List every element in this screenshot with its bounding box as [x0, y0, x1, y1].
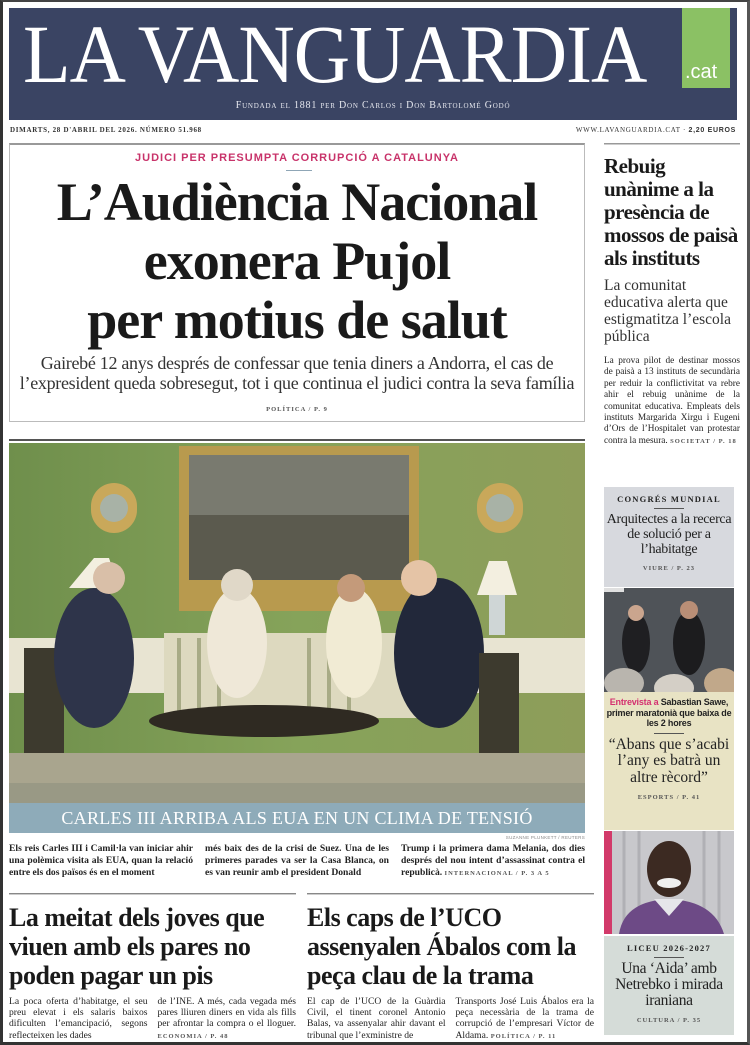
- lead-deck: [10, 353, 584, 393]
- bottom-story-uco[interactable]: [307, 893, 594, 1042]
- bottom-page-ref[interactable]: ECONOMIA / P. 48: [157, 1032, 229, 1040]
- interview-label: Entrevista a: [609, 697, 659, 707]
- bottom-body: [307, 996, 594, 1042]
- side-story[interactable]: [604, 143, 740, 447]
- body-text: Transports José Luis Ábalos era la peça necessària de la trama de corrupció de l’empresari Víctor de Aldama.: [455, 996, 594, 1041]
- promo-page-ref[interactable]: CULTURA / P. 35: [636, 1017, 702, 1024]
- promo-title[interactable]: Arquitectes a la recerca de solució per a l’habitatge: [606, 512, 732, 557]
- interview-subject: Sabastian Sawe, primer maratonià que baixa de les 2 hores: [606, 697, 732, 728]
- headline-line: exonera Pujol: [143, 231, 451, 291]
- photo-story-body: [9, 843, 585, 880]
- divider: [9, 439, 585, 441]
- kicker-divider: [286, 170, 312, 171]
- promo-architecture[interactable]: [604, 487, 734, 587]
- body-text: de l’INE. A més, cada vegada més pares lliuren diners en vida als fills per afrontar la compra o el lloguer.: [157, 996, 296, 1030]
- deck-line: l’expresident queda sobresegut, tot i que continua el judici contra la seva família: [19, 373, 575, 393]
- promo-kicker: CONGRÉS MUNDIAL: [617, 494, 721, 504]
- promo-title[interactable]: Una ‘Aida’ amb Netrebko i mirada iraniana: [615, 960, 723, 1009]
- body-column: Els reis Carles III i Camil·la van iniciar ahir una polèmica visita als EUA, quan la relació entre els dos països és en el moment: [9, 843, 193, 878]
- promo-page-ref[interactable]: VIURE / P. 23: [642, 565, 696, 572]
- cat-badge: [682, 8, 730, 88]
- photo-page-ref[interactable]: INTERNACIONAL / P. 3 A 5: [444, 870, 550, 877]
- bottom-headline[interactable]: La meitat dels joves que viuen amb els pares no poden pagar un pis: [9, 903, 265, 990]
- architecture-panel-photo[interactable]: [604, 588, 734, 692]
- headline-line: per motius de salut: [87, 290, 507, 350]
- photo-credit: SUZANNE PLUNKETT / REUTERS: [505, 835, 585, 840]
- side-subhead: La comunitat educativa alerta que estigmatitza l’escola pública: [604, 277, 731, 345]
- promo-divider: [654, 733, 684, 734]
- lead-headline[interactable]: [10, 173, 584, 350]
- divider: [604, 143, 740, 145]
- cat-badge-label: .cat: [685, 61, 718, 83]
- bottom-story-housing[interactable]: [9, 893, 296, 1042]
- masthead: [9, 8, 737, 120]
- website-price: [576, 126, 736, 134]
- bottom-headline[interactable]: Els caps de l’UCO assenyalen Ábalos com la peça clau de la trama: [307, 903, 576, 990]
- founded-line: Fundada el 1881 per Don Carlos i Don Bartolomé Godó: [235, 100, 511, 111]
- promo-interview[interactable]: [604, 692, 734, 830]
- body-text: Trump i la primera dama Melania, dos dies després del nou intent d’assassinat contra el republicà.: [401, 843, 585, 878]
- promo-divider: [654, 957, 684, 958]
- body-column: [401, 843, 585, 880]
- bottom-page-ref[interactable]: POLÍTICA / P. 11: [490, 1032, 557, 1040]
- royal-visit-photo-illustration: [9, 443, 585, 803]
- newspaper-logo[interactable]: LA VANGUARDIA: [23, 7, 647, 100]
- side-body-text: La prova pilot de destinar mossos de paisà a 13 instituts de secundària per reduir la conflictivitat va rebre ahir el rebuig unànime de la comunitat educativa. Empleats dels instituts Margarida Xirgu i Eugeni d’Ors de l’Hospitalet van protestar contra la mesura.: [604, 356, 740, 446]
- portrait-illustration: [604, 831, 734, 934]
- runner-portrait-photo[interactable]: [604, 831, 734, 934]
- deck-line: Gairebé 12 anys després de confessar que tenia diners a Andorra, el cas de: [40, 353, 554, 373]
- bottom-body: [9, 996, 296, 1042]
- side-page-ref[interactable]: SOCIETAT / P. 18: [670, 437, 737, 445]
- price: 2,20 EUROS: [688, 127, 736, 134]
- divider: [9, 893, 296, 895]
- separator: ·: [683, 126, 687, 134]
- divider: [307, 893, 594, 895]
- main-photo[interactable]: [9, 443, 585, 803]
- body-column: més baix des de la crisi de Suez. Una de les primeres parades va ser la Casa Blanca, on es van reunir amb el president Donald: [205, 843, 389, 878]
- promo-divider: [654, 508, 684, 509]
- lead-kicker: JUDICI PER PRESUMPTA CORRUPCIÓ A CATALUNYA: [135, 152, 459, 164]
- body-column: [456, 996, 595, 1042]
- panel-discussion-illustration: [604, 588, 734, 692]
- website-link[interactable]: WWW.LAVANGUARDIA.CAT: [575, 126, 681, 134]
- promo-page-ref[interactable]: ESPORTS / P. 41: [637, 794, 701, 801]
- lead-story[interactable]: [9, 143, 585, 422]
- body-column: [158, 996, 297, 1042]
- promo-kicker: LICEU 2026-2027: [627, 943, 711, 953]
- side-body: [604, 356, 740, 447]
- interview-intro: [604, 692, 734, 729]
- body-column: La poca oferta d’habitatge, el seu preu elevat i els salaris baixos dificulten l’emancipació, segons reflecteixen les dades: [9, 996, 148, 1041]
- side-headline[interactable]: Rebuig unànime a la presència de mossos de paisà als instituts: [604, 154, 738, 270]
- date-issue: DIMARTS, 28 D'ABRIL DEL 2026. NÚMERO 51.968: [10, 126, 202, 134]
- lead-page-ref[interactable]: POLÍTICA / P. 9: [266, 406, 328, 413]
- interview-quote[interactable]: “Abans que s’acabi l’any es batrà un altre rècord”: [608, 735, 730, 786]
- headline-line: L’Audiència Nacional: [56, 172, 538, 232]
- promo-liceu[interactable]: [604, 936, 734, 1035]
- body-column: El cap de l’UCO de la Guàrdia Civil, el tinent coronel Antonio Balas, va assenyalar ahir davant el tribunal que l’exministre de: [307, 996, 446, 1041]
- photo-caption: CARLES III ARRIBA ALS EUA EN UN CLIMA DE TENSIÓ: [9, 803, 585, 833]
